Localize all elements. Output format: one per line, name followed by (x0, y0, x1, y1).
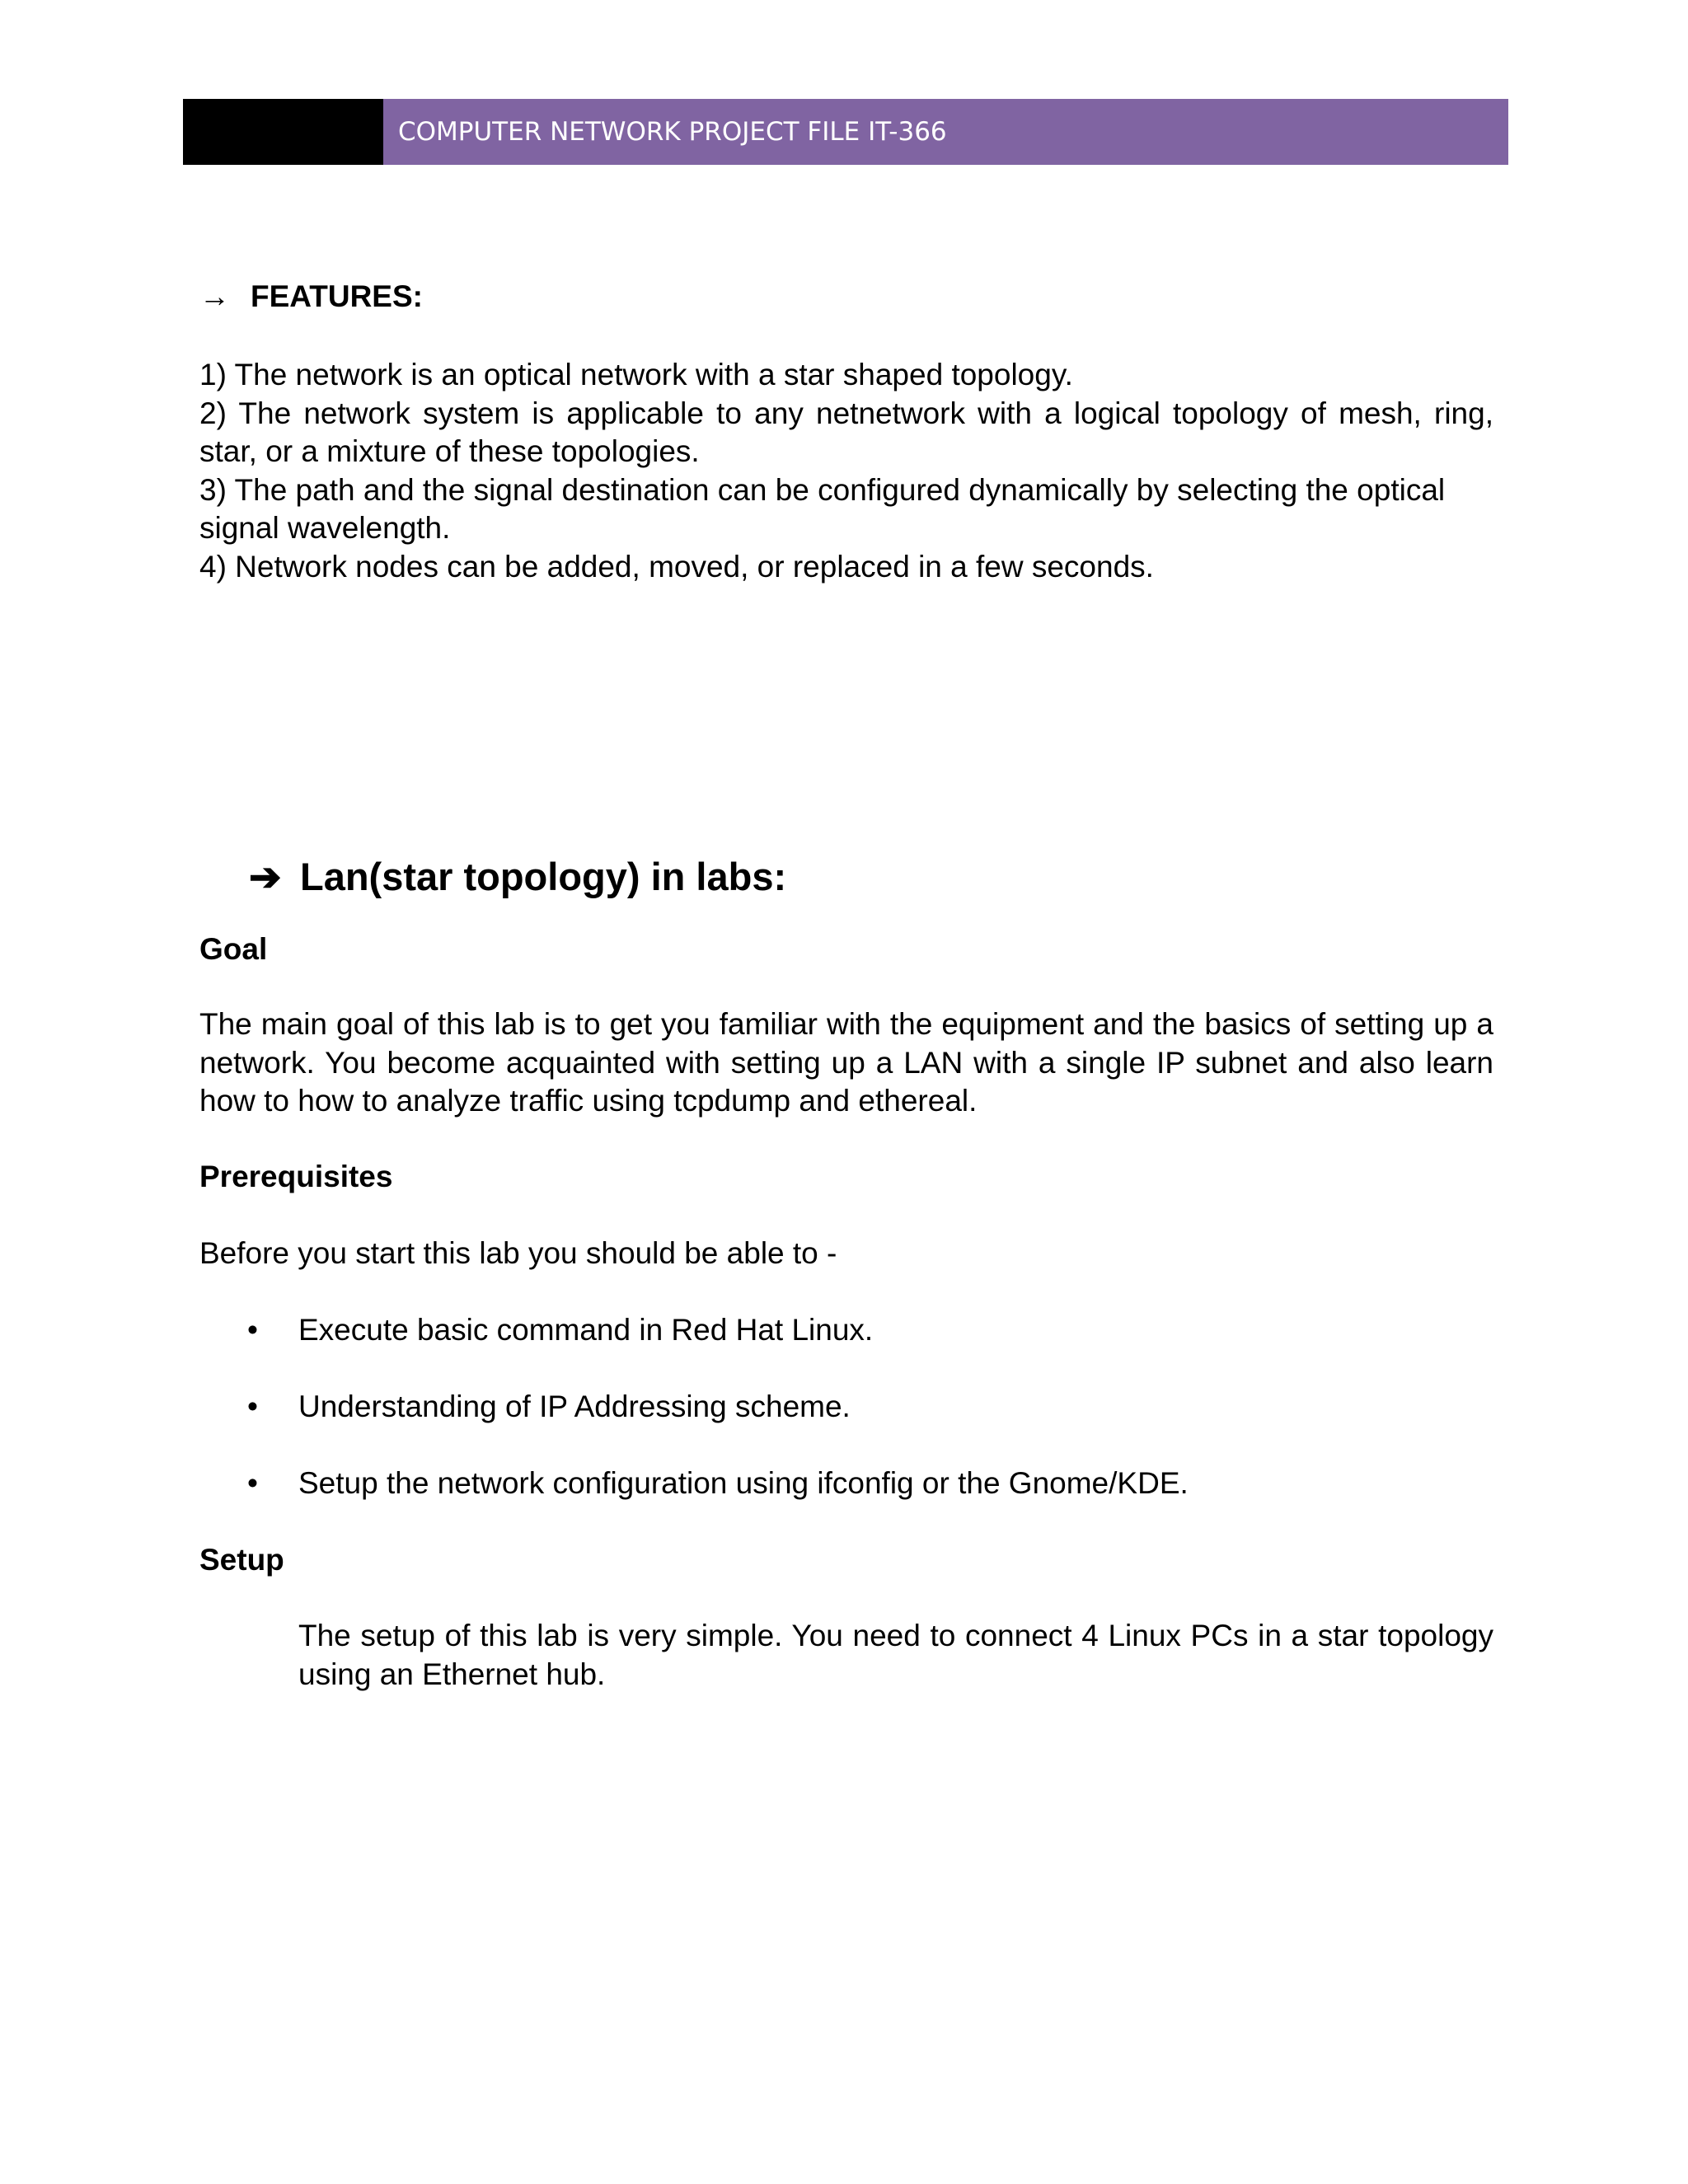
bullet-icon: • (247, 1390, 258, 1423)
setup-paragraph: The setup of this lab is very simple. You need to connect 4 Linux PCs in a star topology using an Ethernet hub. (298, 1619, 1493, 1691)
goal-paragraph: The main goal of this lab is to get you familiar with the equipment and the basics of setting up a network. You become acquainted with setting up a LAN with a single IP subnet and also learn how to how to analyze traffic using tcpdump and ethereal. (199, 1007, 1493, 1118)
features-heading (199, 277, 423, 316)
prerequisites-heading: Prerequisites (199, 1160, 393, 1193)
features-list (199, 356, 1493, 586)
prerequisite-item-2: Understanding of IP Addressing scheme. (298, 1390, 851, 1423)
header-black-block (183, 99, 383, 165)
bullet-icon: • (247, 1313, 258, 1347)
feature-item-1: 1) The network is an optical network with a star shaped topology. (199, 358, 1073, 391)
feature-item-4: 4) Network nodes can be added, moved, or replaced in a few seconds. (199, 549, 1154, 583)
prerequisite-item-1: Execute basic command in Red Hat Linux. (298, 1313, 874, 1347)
features-heading-text: FEATURES: (251, 279, 423, 313)
lan-heading-text: Lan(star topology) in labs: (300, 855, 787, 898)
header-bar (183, 99, 1508, 165)
bullet-icon: • (247, 1466, 258, 1500)
prerequisites-intro: Before you start this lab you should be able to - (199, 1236, 837, 1270)
arrow-right-icon: → (199, 279, 230, 313)
arrow-right-icon: ➔ (249, 855, 282, 898)
lan-heading (249, 852, 786, 902)
setup-heading: Setup (199, 1543, 284, 1577)
feature-item-3: 3) The path and the signal destination can be configured dynamically by selecting the optical (199, 472, 1446, 507)
header-title: COMPUTER NETWORK PROJECT FILE IT-366 (398, 117, 947, 147)
feature-item-3-continued: signal wavelength. (199, 511, 451, 545)
prerequisite-item-3: Setup the network configuration using ifconfig or the Gnome/KDE. (298, 1466, 1189, 1500)
feature-item-2: 2) The network system is applicable to any netnetwork with a logical topology of mesh, ring, star, or a mixture of these topologies. (199, 396, 1493, 468)
header-title-band (383, 99, 1508, 165)
goal-heading: Goal (199, 932, 268, 966)
